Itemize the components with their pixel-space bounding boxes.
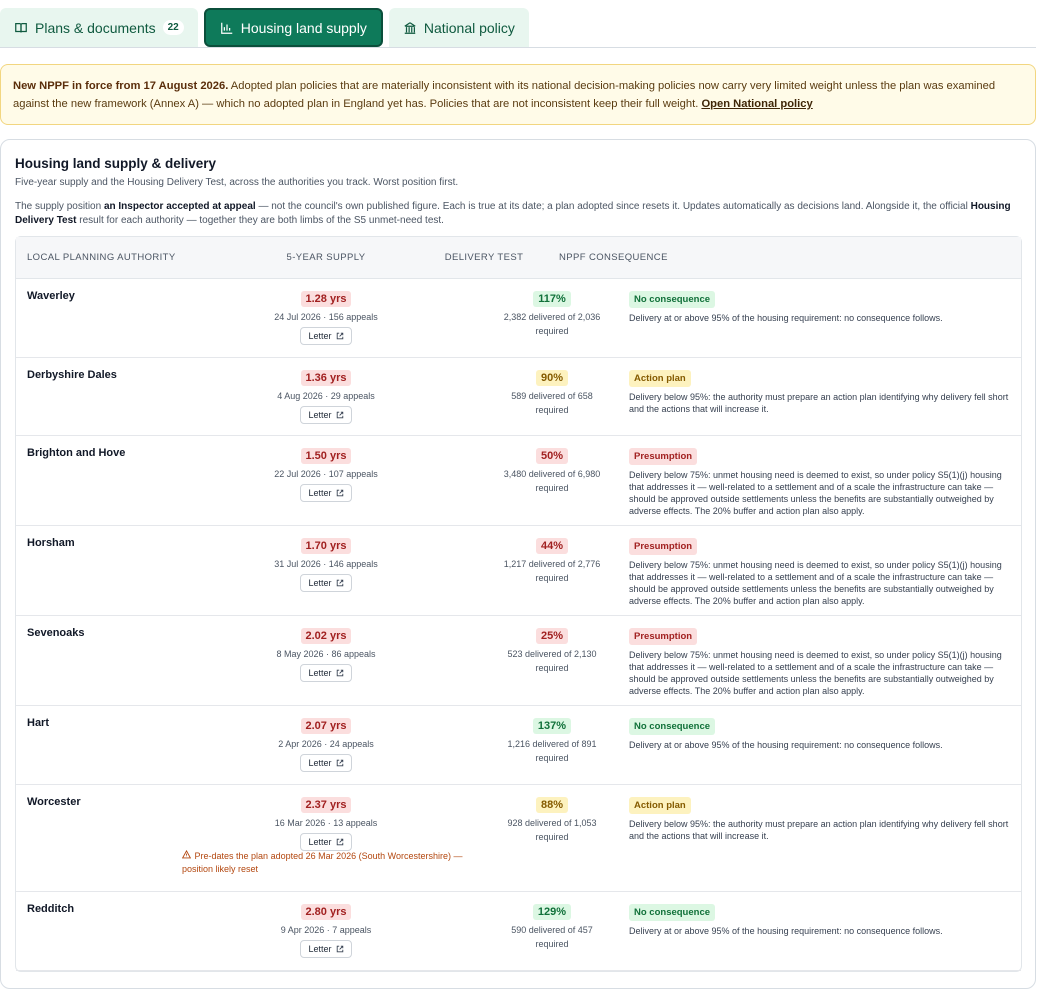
table-row <box>16 892 1021 971</box>
consequence-text: Delivery at or above 95% of the housing requirement: no consequence follows. <box>629 740 943 750</box>
external-link-icon <box>336 411 344 419</box>
supply-cell <box>241 289 411 345</box>
consequence-cell <box>629 536 1009 607</box>
lpa-name: Brighton and Hove <box>27 447 126 459</box>
desc-bold: Housing Delivery Test <box>15 201 1011 226</box>
delivery-cell <box>479 902 625 951</box>
supply-years: 2.37 yrs <box>301 797 352 813</box>
consequence-text: Delivery below 75%: unmet housing need is deemed to exist, so under policy S5(1)(j) housing that addresses it — well-related to a settlement and of a scale the infrastructure can take — should be approved outside settlements unless the benefits are substantially outweighed by adverse effects. The 20% buffer and action plan also apply. <box>629 470 1002 516</box>
table-body <box>16 279 1021 971</box>
letter-button[interactable] <box>300 754 351 772</box>
desc-text: result for each authority — together they are both limbs of the S5 unmet-need test. <box>76 215 444 226</box>
consequence-text: Delivery below 75%: unmet housing need is deemed to exist, so under policy S5(1)(j) housing that addresses it — well-related to a settlement and of a scale the infrastructure can take — should be approved outside settlements unless the benefits are substantially outweighed by adverse effects. The 20% buffer and action plan also apply. <box>629 560 1002 606</box>
letter-label: Letter <box>308 668 332 678</box>
delivery-cell <box>479 446 625 495</box>
external-link-icon <box>336 489 344 497</box>
col-header-lpa[interactable]: LOCAL PLANNING AUTHORITY <box>27 252 176 263</box>
table-row <box>16 526 1021 616</box>
tab-bar <box>0 8 529 48</box>
delivered-text: 1,216 delivered of 891 <box>507 739 597 749</box>
lpa-name: Waverley <box>27 290 75 302</box>
required-text: required <box>535 405 569 415</box>
letter-label: Letter <box>308 944 332 954</box>
predates-plan-warning <box>182 850 482 876</box>
open-national-policy-link[interactable]: Open National policy <box>701 98 813 110</box>
supply-years: 1.36 yrs <box>301 370 352 386</box>
required-text: required <box>535 573 569 583</box>
delivered-text: 928 delivered of 1,053 <box>507 818 597 828</box>
consequence-badge: Presumption <box>629 448 697 465</box>
delivery-meta <box>479 923 625 951</box>
delivery-cell <box>479 626 625 675</box>
required-text: required <box>535 326 569 336</box>
delivery-percent: 50% <box>536 448 568 464</box>
delivery-cell <box>479 368 625 417</box>
external-link-icon <box>336 579 344 587</box>
delivery-meta <box>479 557 625 585</box>
delivered-text: 523 delivered of 2,130 <box>507 649 597 659</box>
count-badge: 22 <box>163 20 184 35</box>
delivery-percent: 90% <box>536 370 568 386</box>
required-text: required <box>535 753 569 763</box>
notice-text: Adopted plan policies that are materially inconsistent with its national decision-making policies now carry very limited weight unless the plan was examined against the new framework (Annex A) — which no adopted plan in England yet has. Policies that are not inconsistent keep their full weight. <box>13 80 996 110</box>
consequence-cell <box>629 289 1009 324</box>
desc-text: — not the council's own published figure. Each is true at its date; a plan adopted since resets it. Updates automatically as decisions land. Alongside it, the official <box>255 201 971 212</box>
bar-chart-icon <box>220 21 234 35</box>
delivered-text: 590 delivered of 457 <box>511 925 593 935</box>
supply-meta: 31 Jul 2026 · 146 appeals <box>274 559 378 569</box>
supply-cell <box>241 902 411 958</box>
delivery-meta <box>479 310 625 338</box>
letter-label: Letter <box>308 758 332 768</box>
delivered-text: 589 delivered of 658 <box>511 391 593 401</box>
tab-housing-land-supply[interactable] <box>204 8 383 47</box>
consequence-badge: No consequence <box>629 904 715 921</box>
table-row <box>16 616 1021 706</box>
delivery-cell <box>479 289 625 338</box>
consequence-cell <box>629 626 1009 697</box>
supply-cell <box>241 626 411 682</box>
supply-meta: 8 May 2026 · 86 appeals <box>276 649 376 659</box>
supply-years: 1.70 yrs <box>301 538 352 554</box>
consequence-badge: Action plan <box>629 370 691 387</box>
consequence-badge: No consequence <box>629 718 715 735</box>
book-icon <box>14 21 28 35</box>
supply-meta: 2 Apr 2026 · 24 appeals <box>278 739 374 749</box>
external-link-icon <box>336 759 344 767</box>
tab-label: Plans & documents <box>35 19 156 36</box>
supply-cell <box>241 368 411 424</box>
delivery-meta <box>479 737 625 765</box>
letter-label: Letter <box>308 578 332 588</box>
delivered-text: 3,480 delivered of 6,980 <box>503 469 601 479</box>
required-text: required <box>535 939 569 949</box>
letter-button[interactable] <box>300 484 351 502</box>
consequence-text: Delivery below 75%: unmet housing need is deemed to exist, so under policy S5(1)(j) housing that addresses it — well-related to a settlement and of a scale the infrastructure can take — should be approved outside settlements unless the benefits are substantially outweighed by adverse effects. The 20% buffer and action plan also apply. <box>629 650 1002 696</box>
delivery-meta <box>479 816 625 844</box>
consequence-text: Delivery at or above 95% of the housing requirement: no consequence follows. <box>629 313 943 323</box>
consequence-cell <box>629 368 1009 415</box>
external-link-icon <box>336 669 344 677</box>
table-row <box>16 279 1021 358</box>
card-description <box>15 200 1025 228</box>
lpa-name: Sevenoaks <box>27 627 85 639</box>
letter-label: Letter <box>308 837 332 847</box>
letter-button[interactable] <box>300 327 351 345</box>
letter-button[interactable] <box>300 833 351 851</box>
supply-years: 2.07 yrs <box>301 718 352 734</box>
supply-meta: 16 Mar 2026 · 13 appeals <box>274 818 378 828</box>
desc-bold: an Inspector accepted at appeal <box>103 201 256 212</box>
tab-national-policy[interactable] <box>389 8 529 47</box>
col-header-consequence[interactable]: NPPF CONSEQUENCE <box>559 252 668 263</box>
consequence-badge: Presumption <box>629 538 697 555</box>
consequence-text: Delivery at or above 95% of the housing requirement: no consequence follows. <box>629 926 943 936</box>
supply-years: 2.02 yrs <box>301 628 352 644</box>
delivery-meta <box>479 467 625 495</box>
supply-years: 1.28 yrs <box>301 291 352 307</box>
card-title: Housing land supply & delivery <box>15 156 217 171</box>
delivery-percent: 117% <box>533 291 571 307</box>
warning-icon <box>182 850 191 859</box>
supply-meta: 9 Apr 2026 · 7 appeals <box>280 925 372 935</box>
supply-cell <box>241 536 411 592</box>
supply-meta: 24 Jul 2026 · 156 appeals <box>274 312 378 322</box>
delivered-text: 2,382 delivered of 2,036 <box>503 312 601 322</box>
delivery-cell <box>479 795 625 844</box>
warning-text: Pre-dates the plan adopted 26 Mar 2026 (South Worcestershire) — position likely reset <box>182 851 463 874</box>
lpa-name: Derbyshire Dales <box>27 369 117 381</box>
delivery-percent: 25% <box>536 628 568 644</box>
supply-cell <box>241 716 411 772</box>
external-link-icon <box>336 945 344 953</box>
lpa-name: Redditch <box>27 903 75 915</box>
letter-label: Letter <box>308 410 332 420</box>
table-row <box>16 358 1021 436</box>
consequence-text: Delivery below 95%: the authority must prepare an action plan identifying why delivery fell short and the actions that will increase it. <box>629 819 1009 841</box>
delivered-text: 1,217 delivered of 2,776 <box>503 559 601 569</box>
delivery-percent: 88% <box>536 797 568 813</box>
delivery-meta <box>479 389 625 417</box>
tab-label: National policy <box>423 19 515 36</box>
letter-button[interactable] <box>300 940 351 958</box>
supply-years: 1.50 yrs <box>301 448 352 464</box>
required-text: required <box>535 663 569 673</box>
consequence-badge: Action plan <box>629 797 691 814</box>
lpa-name: Horsham <box>27 537 75 549</box>
table-row <box>16 706 1021 785</box>
delivery-percent: 137% <box>533 718 571 734</box>
delivery-cell <box>479 716 625 765</box>
letter-button[interactable] <box>300 406 351 424</box>
lpa-name: Worcester <box>27 796 81 808</box>
supply-table <box>15 236 1022 972</box>
letter-label: Letter <box>308 331 332 341</box>
table-row <box>16 436 1021 526</box>
delivery-percent: 129% <box>533 904 571 920</box>
desc-text: The supply position <box>15 201 104 212</box>
delivery-percent: 44% <box>536 538 568 554</box>
table-header <box>16 237 1021 279</box>
card-subtitle: Five-year supply and the Housing Delivery Test, across the authorities you track. Worst position first. <box>15 177 459 188</box>
external-link-icon <box>336 838 344 846</box>
tab-label: Housing land supply <box>240 19 367 36</box>
building-icon <box>403 21 417 35</box>
required-text: required <box>535 832 569 842</box>
lpa-name: Hart <box>27 717 50 729</box>
consequence-text: Delivery below 95%: the authority must prepare an action plan identifying why delivery fell short and the actions that will increase it. <box>629 392 1009 414</box>
delivery-cell <box>479 536 625 585</box>
tab-plans-documents[interactable] <box>0 8 198 47</box>
consequence-cell <box>629 902 1009 937</box>
delivery-meta <box>479 647 625 675</box>
letter-button[interactable] <box>300 664 351 682</box>
notice-title: New NPPF in force from 17 August 2026. <box>13 80 229 92</box>
tab-divider <box>0 47 1036 48</box>
consequence-badge: No consequence <box>629 291 715 308</box>
supply-meta: 4 Aug 2026 · 29 appeals <box>277 391 375 401</box>
col-header-supply[interactable]: 5-YEAR SUPPLY <box>286 252 366 263</box>
supply-years: 2.80 yrs <box>301 904 352 920</box>
supply-cell <box>241 446 411 502</box>
letter-label: Letter <box>308 488 332 498</box>
letter-button[interactable] <box>300 574 351 592</box>
col-header-delivery[interactable]: DELIVERY TEST <box>444 252 524 263</box>
nppf-notice <box>0 64 1036 125</box>
consequence-badge: Presumption <box>629 628 697 645</box>
housing-supply-card <box>0 139 1036 989</box>
supply-cell <box>241 795 411 851</box>
required-text: required <box>535 483 569 493</box>
consequence-cell <box>629 716 1009 751</box>
supply-meta: 22 Jul 2026 · 107 appeals <box>274 469 378 479</box>
consequence-cell <box>629 795 1009 842</box>
consequence-cell <box>629 446 1009 517</box>
external-link-icon <box>336 332 344 340</box>
table-row <box>16 785 1021 892</box>
